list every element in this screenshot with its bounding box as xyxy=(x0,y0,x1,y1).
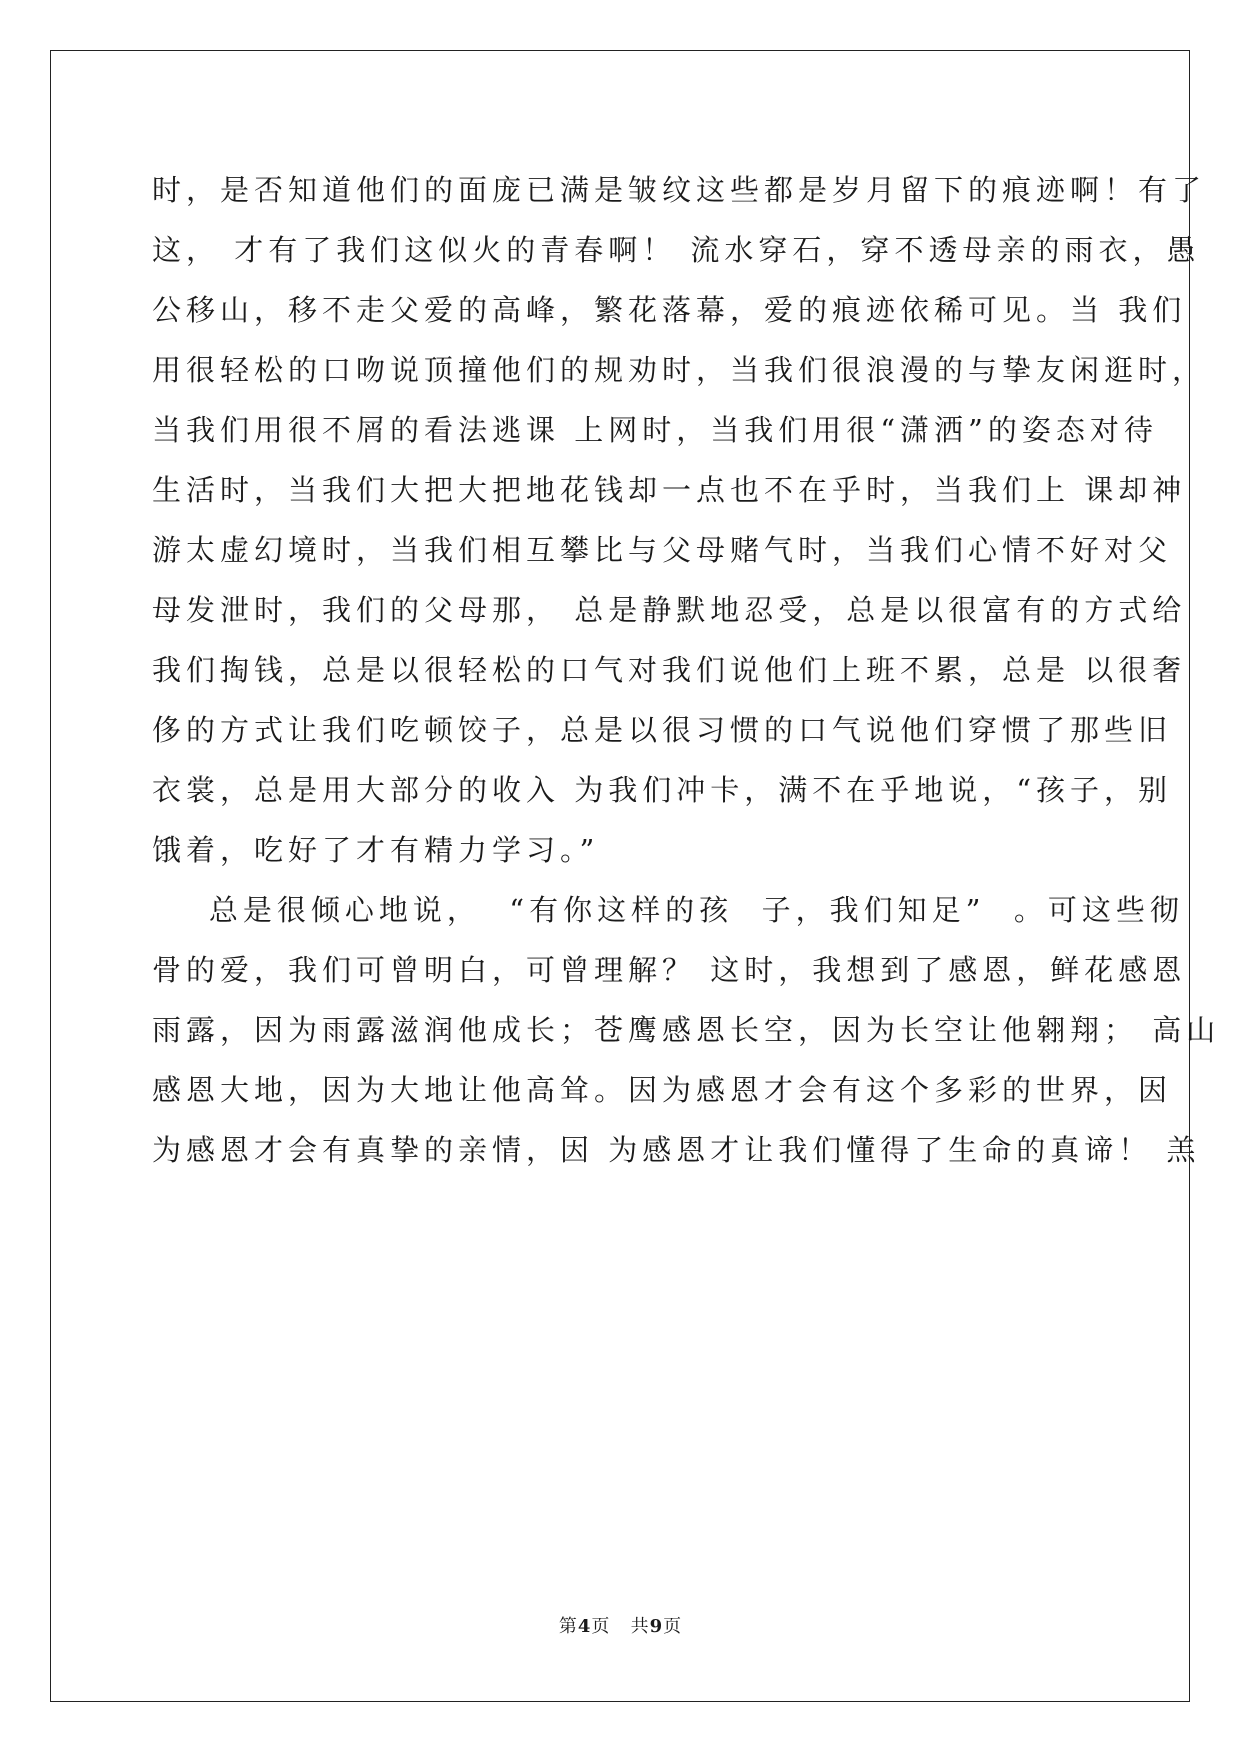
body-line: 时，是否知道他们的面庞已满是皱纹这些都是岁月留下的痕迹啊！有了 xyxy=(152,173,1207,207)
body-line: 骨的爱，我们可曾明白，可曾理解？ 这时，我想到了感恩，鲜花感恩 xyxy=(152,953,1187,987)
body-line: 生活时，当我们大把大把地花钱却一点也不在乎时，当我们上 课却神 xyxy=(152,473,1187,507)
body-line: 这， 才有了我们这似火的青春啊！ 流水穿石，穿不透母亲的雨衣，愚 xyxy=(152,233,1201,267)
page-footer xyxy=(0,1612,1241,1638)
footer-mid: 页 共 xyxy=(591,1616,650,1637)
body-line: 母发泄时，我们的父母那， 总是静默地忍受，总是以很富有的方式给 xyxy=(152,593,1187,627)
footer-suffix: 页 xyxy=(663,1616,683,1637)
body-line: 为感恩才会有真挚的亲情，因 为感恩才让我们懂得了生命的真谛！ 羔 xyxy=(152,1133,1201,1167)
body-line: 感恩大地，因为大地让他高耸。因为感恩才会有这个多彩的世界，因 xyxy=(152,1073,1173,1107)
body-line: 公移山，移不走父爱的高峰，繁花落幕，爱的痕迹依稀可见。当 我们 xyxy=(152,293,1187,327)
total-pages-number: 9 xyxy=(649,1616,664,1637)
body-line: 雨露，因为雨露滋润他成长；苍鹰感恩长空，因为长空让他翱翔； 高山 xyxy=(152,1013,1221,1047)
body-line: 当我们用很不屑的看法逃课 上网时，当我们用很“潇洒”的姿态对待 xyxy=(152,413,1158,447)
footer-prefix: 第 xyxy=(558,1616,578,1637)
body-line: 衣裳，总是用大部分的收入 为我们冲卡，满不在乎地说，“孩子，别 xyxy=(152,773,1173,807)
body-line: 侈的方式让我们吃顿饺子，总是以很习惯的口气说他们穿惯了那些旧 xyxy=(152,713,1173,747)
body-line: 饿着，吃好了才有精力学习。” xyxy=(152,833,600,867)
body-line: 总是很倾心地说， “有你这样的孩 子，我们知足” 。可这些彻 xyxy=(152,893,1184,927)
body-line: 用很轻松的口吻说顶撞他们的规劝时，当我们很浪漫的与挚友闲逛时， xyxy=(152,353,1207,387)
body-line: 我们掏钱，总是以很轻松的口气对我们说他们上班不累，总是 以很奢 xyxy=(152,653,1187,687)
current-page-number: 4 xyxy=(577,1616,592,1637)
body-line: 游太虚幻境时，当我们相互攀比与父母赌气时，当我们心情不好对父 xyxy=(152,533,1173,567)
